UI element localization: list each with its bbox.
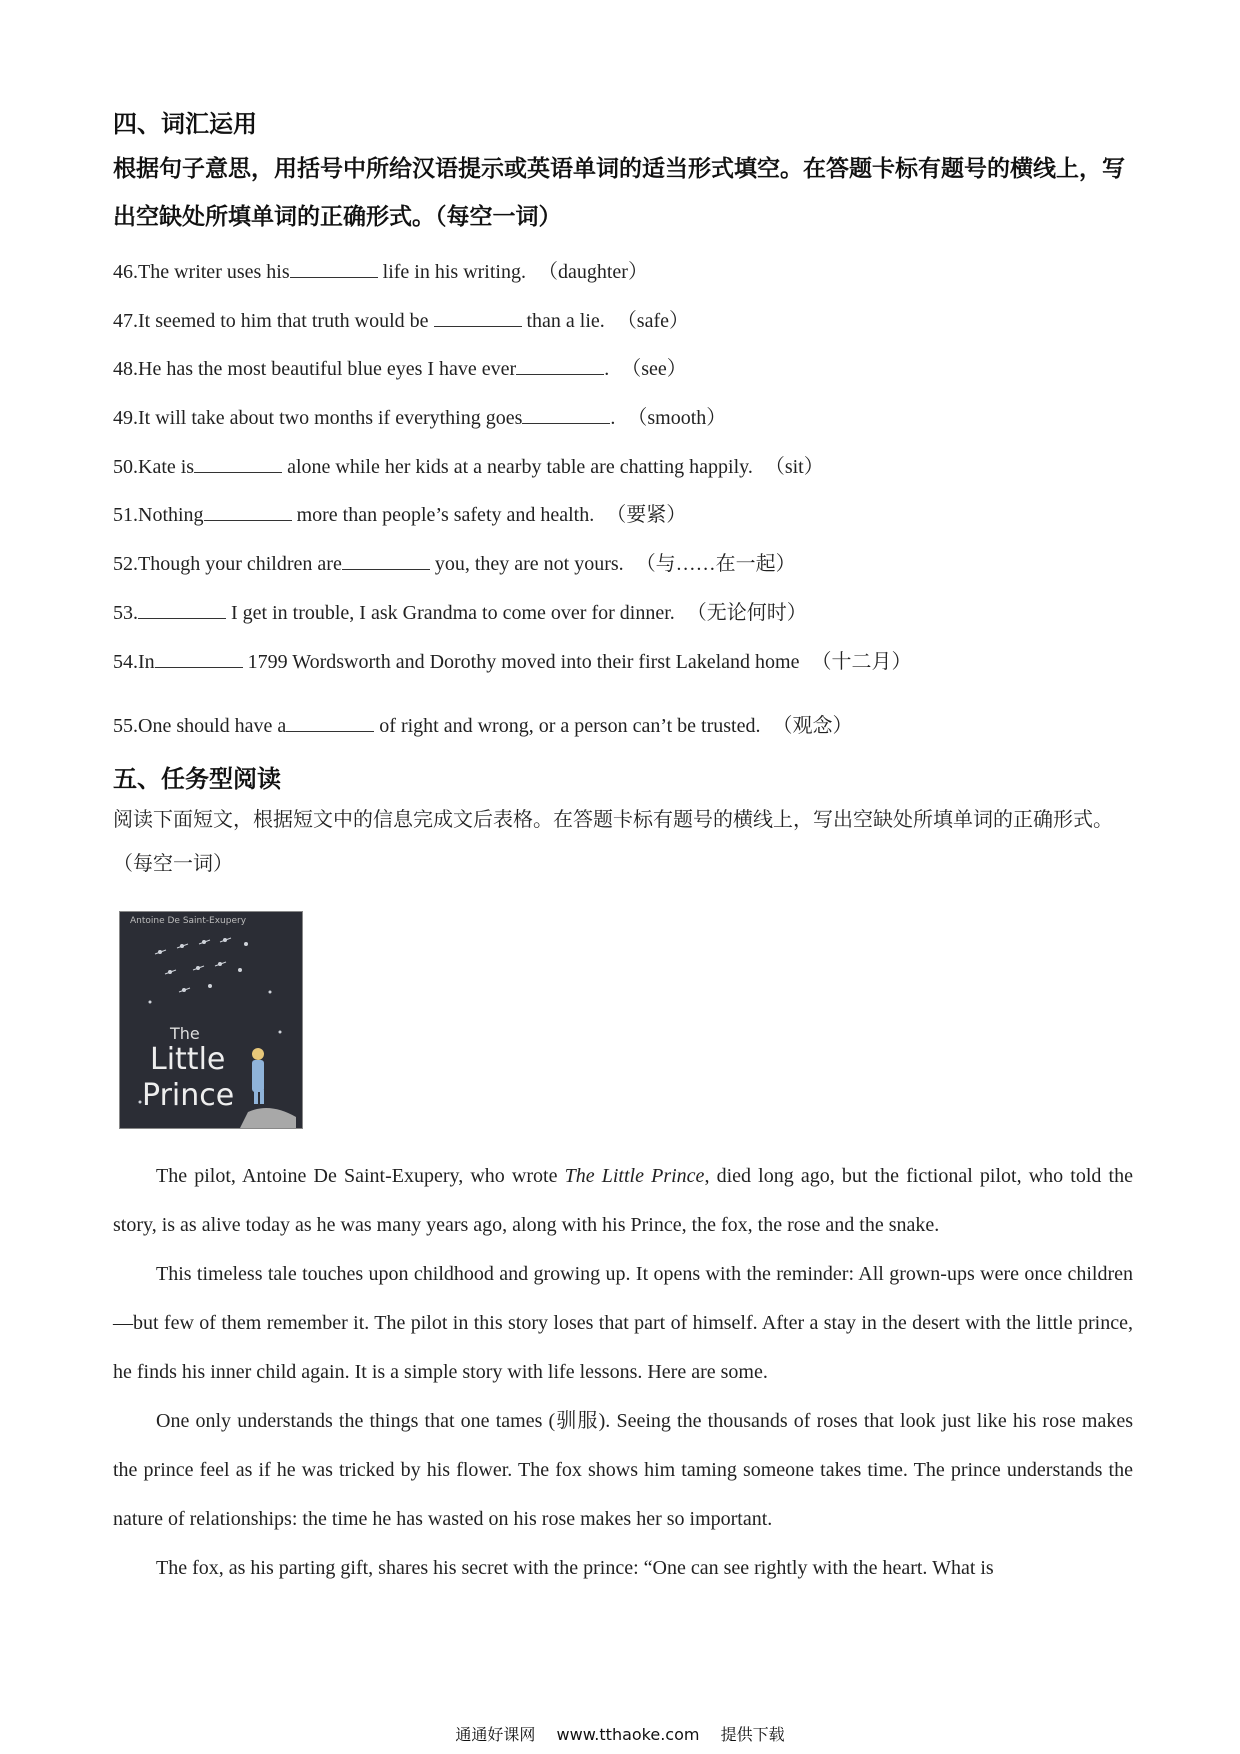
book-title: The Little Prince (564, 1165, 705, 1187)
book-cover-image (120, 912, 302, 1128)
answer-blank[interactable] (138, 600, 226, 619)
footer-url[interactable]: www.tthaoke.com (556, 1725, 700, 1744)
answer-blank[interactable] (434, 308, 522, 327)
question-47: 47.It seemed to him that truth would be than a lie. （safe） (113, 310, 690, 332)
passage-paragraph-2: This timeless tale touches upon childhood and growing up. It opens with the reminder: All grown-ups were once children—but few of them remember it. The pilot in this story loses that part of himself. After a stay in the desert with the little prince, he finds his inner child again. It is a simple story with life lessons. Here are some. (113, 1263, 1133, 1383)
footer-action: 提供下载 (720, 1725, 785, 1744)
passage-paragraph-3: One only understands the things that one tames (驯服). Seeing the thousands of roses that look just like his rose makes the prince feel as if he was tricked by his flower. The fox shows him taming someone takes time. The prince understands the nature of relationships: the time he has wasted on his rose makes her so important. (113, 1410, 1133, 1530)
question-55: 55.One should have a of right and wrong, or a person can’t be trusted. （观念） (113, 715, 853, 737)
question-52: 52.Though your children are you, they are not yours. （与……在一起） (113, 553, 796, 575)
section-5-instruction: 阅读下面短文，根据短文中的信息完成文后表格。在答题卡标有题号的横线上，写出空缺处所填单词的正确形式。（每空一词） (113, 807, 1113, 875)
question-51: 51.Nothing more than people’s safety and health. （要紧） (113, 504, 687, 526)
section-4-heading: 四、词汇运用 (113, 110, 257, 138)
answer-blank[interactable] (155, 649, 243, 668)
cover-title-prince: Prince (142, 1078, 235, 1113)
section-4-instruction: 根据句子意思，用括号中所给汉语提示或英语单词的适当形式填空。在答题卡标有题号的横线上，写出空缺处所填单词的正确形式。（每空一词） (113, 156, 1125, 230)
answer-blank[interactable] (194, 454, 282, 473)
cover-title-little: Little (150, 1042, 226, 1077)
cover-author: Antoine De Saint-Exupery (130, 916, 247, 926)
question-48: 48.He has the most beautiful blue eyes I have ever . （see） (113, 358, 687, 380)
question-53: 53. I get in trouble, I ask Grandma to come over for dinner. （无论何时） (113, 602, 807, 624)
section-5-heading: 五、任务型阅读 (113, 765, 281, 793)
passage-paragraph-4: The fox, as his parting gift, shares his secret with the prince: “One can see rightly with the heart. What is (156, 1557, 994, 1579)
answer-blank[interactable] (204, 502, 292, 521)
page-footer (0, 1722, 1240, 1745)
question-54: 54.In 1799 Wordsworth and Dorothy moved into their first Lakeland home （十二月） (113, 651, 912, 673)
answer-blank[interactable] (516, 356, 604, 375)
answer-blank[interactable] (290, 259, 378, 278)
answer-blank[interactable] (342, 551, 430, 570)
question-46: 46.The writer uses his life in his writing. （daughter） (113, 261, 648, 283)
cover-title-the: The (170, 1024, 200, 1043)
passage-paragraph-1: The pilot, Antoine De Saint-Exupery, who wrote The Little Prince, died long ago, but the fictional pilot, who told the story, is as alive today as he was many years ago, along with his Prince, the fox, the rose and the snake. (113, 1165, 1133, 1236)
answer-blank[interactable] (286, 713, 374, 732)
footer-site-name: 通通好课网 (455, 1725, 536, 1744)
question-49: 49.It will take about two months if everything goes . （smooth） (113, 407, 727, 429)
answer-blank[interactable] (522, 405, 610, 424)
prince-figure (240, 1048, 296, 1128)
question-50: 50.Kate is alone while her kids at a nearby table are chatting happily. （sit） (113, 456, 824, 478)
